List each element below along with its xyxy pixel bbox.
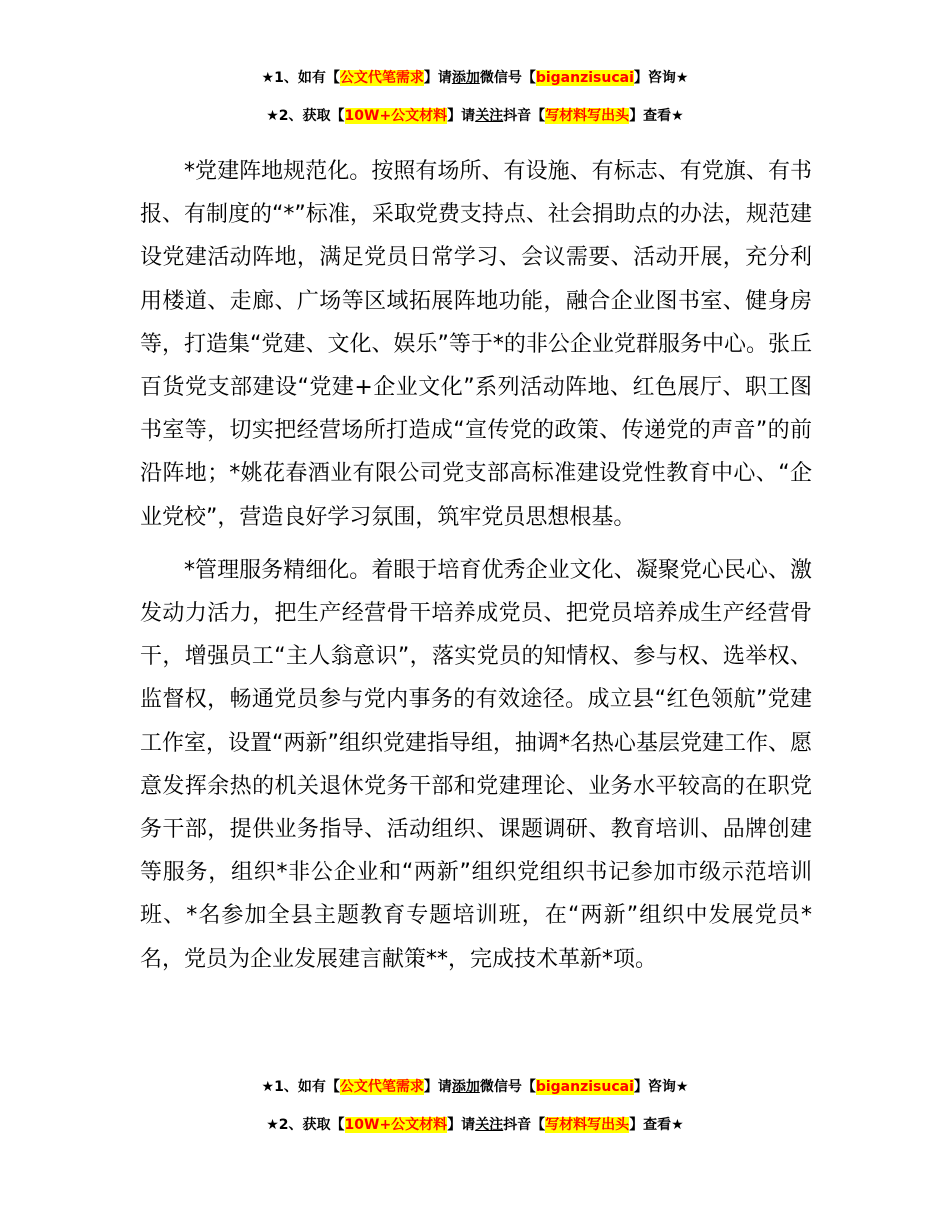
paragraph-party-building-position: *党建阵地规范化。按照有场所、有设施、有标志、有党旗、有书报、有制度的“*”标准，采取党费支持点、社会捐助点的办法，规范建设党建活动阵地，满足党员日常学习、会议需要、活动开展，充分利用楼道、走廊、广场等区域拓展阵地功能，融合企业图书室、健身房等，打造集“党建、文化、娱乐”等于*的非公企业党群服务中心。张丘百货党支部建设“党建+企业文化”系列活动阵地、红色展厅、职工图书室等，切实把经营场所打造成“宣传党的政策、传递党的声音”的前沿阵地；*姚花春酒业有限公司党支部高标准建设党性教育中心、“企业党校”，营造良好学习氛围，筑牢党员思想根基。 (140, 159, 812, 530)
banner-text: ★2、获取【 (266, 1117, 345, 1133)
underlined-text: 关注 (475, 1117, 504, 1133)
banner-text: 抖音【 (503, 1117, 546, 1133)
underlined-text: 添加 (451, 70, 480, 86)
banner-text: 】请 (447, 108, 476, 124)
douyin-id-highlight: 写材料写出头 (545, 108, 630, 124)
highlight-text: 10W+公文材料 (344, 1117, 448, 1133)
paragraph-management-service: *管理服务精细化。着眼于培育优秀企业文化、凝聚党心民心、激发动力活力，把生产经营骨干培养成党员、把党员培养成生产经营骨干，增强员工“主人翁意识”，落实党员的知情权、参与权、选举权、监督权，畅通党员参与党内事务的有效途径。成立县“红色领航”党建工作室，设置“两新”组织党建指导组，抽调*名热心基层党建工作、愿意发挥余热的机关退休党务干部和党建理论、业务水平较高的在职党务干部，提供业务指导、活动组织、课题调研、教育培训、品牌创建等服务，组织*非公企业和“两新”组织党组织书记参加市级示范培训班、*名参加全县主题教育专题培训班，在“两新”组织中发展党员*名，党员为企业发展建言献策**，完成技术革新*项。 (140, 557, 812, 972)
promo-banner-top-line1 (0, 68, 950, 88)
promo-banner-bottom-line1 (0, 1077, 950, 1097)
promo-banner-top-line2 (0, 106, 950, 126)
wechat-id-highlight: biganzisucai (535, 70, 634, 86)
banner-text: 微信号【 (479, 1079, 536, 1095)
banner-text: 抖音【 (503, 108, 546, 124)
banner-text: ★2、获取【 (266, 108, 345, 124)
banner-text: 】查看★ (629, 1117, 684, 1133)
underlined-text: 关注 (475, 108, 504, 124)
document-body (140, 150, 812, 981)
banner-text: ★1、如有【 (261, 1079, 340, 1095)
wechat-id-highlight: biganzisucai (535, 1079, 634, 1095)
underlined-text: 添加 (451, 1079, 480, 1095)
promo-banner-bottom-line2 (0, 1115, 950, 1135)
banner-text: 】查看★ (629, 108, 684, 124)
banner-text: 】请 (447, 1117, 476, 1133)
highlight-text: 公文代笔需求 (339, 1079, 424, 1095)
banner-text: 微信号【 (479, 70, 536, 86)
banner-text: 】咨询★ (633, 1079, 689, 1095)
highlight-text: 10W+公文材料 (344, 108, 448, 124)
banner-text: 】请 (423, 1079, 452, 1095)
banner-text: 】咨询★ (633, 70, 689, 86)
banner-text: 】请 (423, 70, 452, 86)
highlight-text: 公文代笔需求 (339, 70, 424, 86)
banner-text: ★1、如有【 (261, 70, 340, 86)
douyin-id-highlight: 写材料写出头 (545, 1117, 630, 1133)
